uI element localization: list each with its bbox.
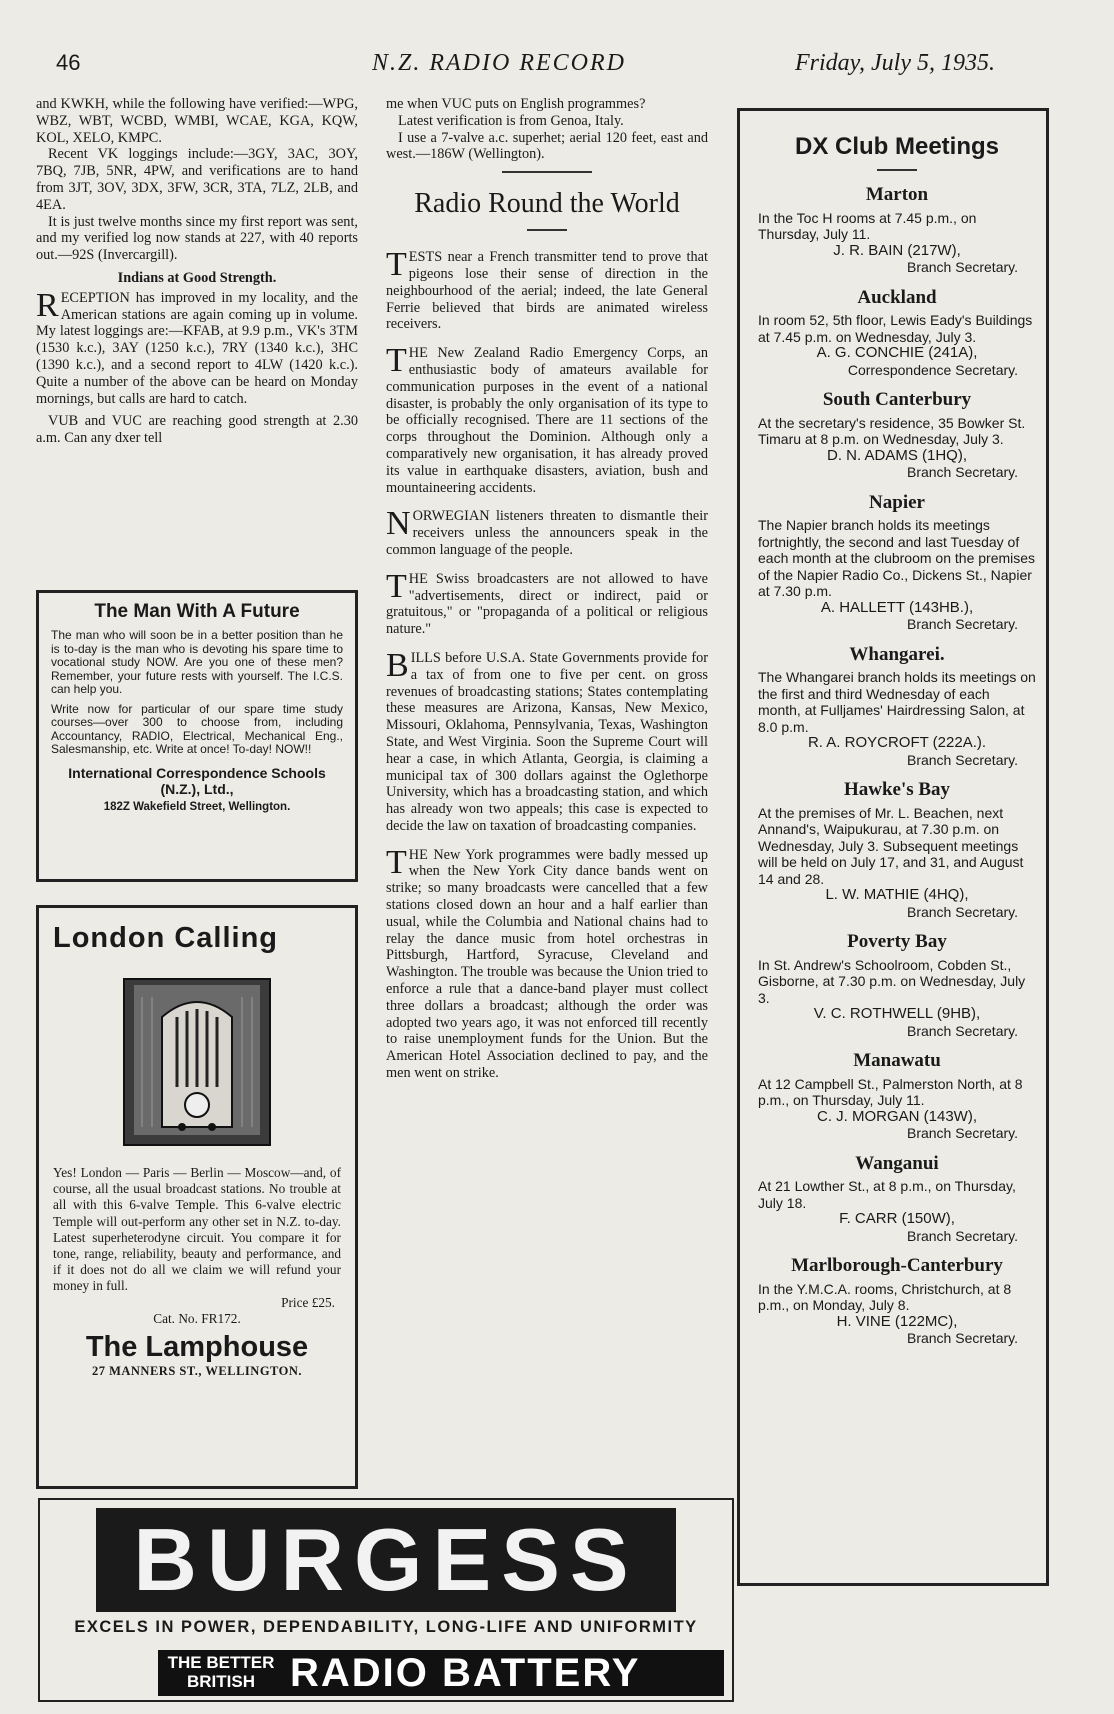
col2-paragraph: Latest verification is from Genoa, Italy.	[398, 112, 624, 129]
dx-branch-secretary: L. W. MATHIE (4HQ),	[825, 886, 969, 903]
ics-ad-body: Write now for particular of our spare time study courses—over 300 to choose from, including Accountancy, RADIO, Electrical, Mechanical Eng., Salesmanship, etc. Write at once! To-day! NOW!!	[51, 701, 343, 756]
drop-cap: T	[386, 342, 407, 380]
news-item	[386, 567, 708, 638]
dx-branch-secretary: C. J. MORGAN (143W),	[816, 1107, 977, 1125]
dx-branch	[758, 1152, 1036, 1245]
lamphouse-price: Price £25.	[281, 1294, 335, 1310]
dx-branch-name: Auckland	[857, 286, 937, 308]
dx-branch-role: Branch Secretary.	[906, 1022, 1018, 1039]
dx-branch-name: Wanganui	[855, 1152, 939, 1174]
lamphouse-ad-title: London Calling	[53, 922, 279, 954]
dx-branch-secretary: H. VINE (122MC),	[836, 1312, 958, 1330]
ics-ad-title: The Man With A Future	[94, 601, 300, 622]
section-heading: Radio Round the World	[414, 188, 680, 220]
burgess-logo	[96, 1508, 676, 1612]
column-1	[36, 96, 358, 447]
dx-branch-role: Branch Secretary.	[906, 1330, 1018, 1346]
dx-branch	[758, 184, 1036, 276]
lamphouse-address: 27 MANNERS ST., WELLINGTON.	[91, 1363, 303, 1378]
drop-cap: T	[386, 843, 407, 881]
divider	[527, 229, 567, 231]
burgess-banner-right: RADIO BATTERY	[290, 1651, 641, 1695]
news-item-text: HE New Zealand Radio Emergency Corps, an enthusiastic body of amateurs available for communication purposes in the event of a national disaster, is probably the only organisation of its type to be officially recognised. There are 11 sections of the corps throughout the Dominion. Although only a comparatively new organisation, it has already proved its value in earthquake disasters, aviation, bush and mountaineering accidents.	[386, 345, 708, 496]
dx-branch-role: Branch Secretary.	[906, 1125, 1018, 1141]
dx-branch-details: The Whangarei branch holds its meetings on the first and third Wednesday of each month, at Fulljames' Hairdressing Salon, at 8.0 p.m.	[758, 669, 1036, 735]
dx-branch-details: At 21 Lowther St., at 8 p.m., on Thursday, July 18.	[758, 1178, 1016, 1211]
radio-cabinet-illustration	[122, 977, 272, 1147]
lamphouse-advertisement	[36, 905, 358, 1489]
burgess-banner	[158, 1650, 724, 1696]
dx-branch-name: South Canterbury	[822, 389, 972, 410]
dx-branch-name: Marton	[865, 184, 929, 205]
dx-branch-name: Marlborough-Canterbury	[791, 1255, 1003, 1276]
dx-club-title: DX Club Meetings	[794, 133, 999, 160]
lamphouse-brand: The Lamphouse	[85, 1330, 309, 1363]
dx-branch-name: Hawke's Bay	[843, 779, 951, 800]
dx-branch-details: In the Y.M.C.A. rooms, Christchurch, at 8 p.m., on Monday, July 8.	[758, 1280, 1012, 1313]
dx-branch-role: Branch Secretary.	[906, 616, 1018, 632]
dx-branch-details: At the secretary's residence, 35 Bowker St. Timaru at 8 p.m. on Wednesday, July 3.	[758, 414, 1026, 447]
drop-cap: N	[386, 505, 411, 543]
dx-branch	[758, 491, 1036, 633]
col1-paragraph: Recent VK loggings include:—3GY, 3AC, 3OY, 7BQ, 7JB, 5NR, 4PW, and verifications are to hand from 3JT, 3OV, 3DX, 3FW, 3CR, 3TA, 7LZ, 2LB, and 4EA.	[36, 146, 358, 213]
col2-paragraph: I use a 7-valve a.c. superhet; aerial 120 feet, east and west.—186W (Wellington).	[386, 129, 708, 163]
dx-club-meetings-box	[737, 108, 1049, 1586]
news-item	[386, 342, 708, 496]
ics-company-name: International Correspondence Schools (N.Z.), Ltd.,	[68, 764, 326, 797]
dx-branch-secretary: R. A. ROYCROFT (222A.).	[807, 734, 987, 751]
dx-branch-list	[758, 184, 1036, 1347]
col2-paragraph: me when VUC puts on English programmes?	[386, 96, 646, 112]
burgess-banner-left: THE BETTER BRITISH	[167, 1653, 275, 1691]
news-item-text: ORWEGIAN listeners threaten to dismantle their receivers unless the announcers speak in the common language of the people.	[386, 508, 708, 558]
burgess-tagline: EXCELS IN POWER, DEPENDABILITY, LONG-LIFE AND UNIFORMITY	[74, 1618, 698, 1636]
dx-branch-role: Branch Secretary.	[906, 259, 1018, 275]
ics-ad-body: The man who will soon be in a better position than he is to-day is the man who is devoting his spare time to vocational study NOW. Are you one of these men? Remember, your future rests with yourself. The I.C.S. can help you.	[51, 628, 343, 696]
col1-subheading: Indians at Good Strength.	[117, 269, 277, 286]
news-item	[386, 646, 708, 835]
ics-address: 182Z Wakefield Street, Wellington.	[103, 800, 291, 813]
lamphouse-catalogue-number: Cat. No. FR172.	[153, 1310, 241, 1326]
divider	[877, 169, 917, 171]
publication-title: N.Z. RADIO RECORD	[372, 50, 626, 76]
issue-date: Friday, July 5, 1935.	[795, 50, 995, 76]
dx-branch-role: Branch Secretary.	[906, 1227, 1018, 1244]
divider	[502, 171, 592, 173]
dx-branch-secretary: A. G. CONCHIE (241A),	[816, 344, 978, 361]
dx-branch	[758, 931, 1036, 1039]
dx-branch-role: Branch Secretary.	[906, 903, 1018, 920]
dx-branch-name: Napier	[869, 491, 925, 513]
dx-branch-details: At 12 Campbell St., Palmerston North, at 8 p.m., on Thursday, July 11.	[758, 1075, 1023, 1108]
drop-cap: T	[386, 246, 407, 284]
dx-branch	[758, 1050, 1036, 1142]
drop-cap: T	[386, 567, 407, 605]
burgess-advertisement	[38, 1498, 734, 1702]
dx-branch	[758, 1255, 1036, 1347]
dx-branch-secretary: D. N. ADAMS (1HQ),	[826, 446, 968, 464]
dx-branch-details: The Napier branch holds its meetings fortnightly, the second and last Tuesday of each month at the clubroom on the premises of the Napier Radio Co., Dickens St., Napier at 7.30 p.m.	[758, 517, 1036, 599]
drop-cap: B	[386, 646, 409, 684]
dx-branch-secretary: V. C. ROTHWELL (9HB),	[813, 1005, 981, 1022]
news-item	[386, 505, 708, 558]
news-item	[386, 246, 708, 333]
dx-branch-secretary: J. R. BAIN (217W),	[833, 241, 961, 259]
dx-branch-name: Poverty Bay	[847, 931, 947, 952]
news-item-text: HE Swiss broadcasters are not allowed to have "advertisements, direct or indirect, paid or gratuitous," or "propaganda of a political or religious nature."	[386, 570, 708, 638]
news-item-text: ILLS before U.S.A. State Governments provide for a tax of from one to five per cent. on gross revenues of broadcasting stations; States contemplating these measures are Arizona, Kansas, New Mexico, Missouri, Oklahoma, Pennsylvania, Texas, Washington State, and West Virginia. Soon the Supreme Court will hear a case, in which Atlanta, Georgia, is claiming a municipal tax of 300 dollars against the Oglethorpe University, which has a broadcasting station, and which has already won two appeals; this case is expected to decide the law on taxation of broadcasting companies.	[386, 649, 708, 834]
dx-branch	[758, 779, 1036, 920]
news-item-text: ESTS near a French transmitter tend to prove that pigeons lose their sense of direction in the neighbourhood of the aerial; indeed, the late General Ferrie believed that birds are animated wireless receivers.	[386, 249, 708, 333]
dx-branch	[758, 286, 1036, 379]
lamphouse-ad-body: Yes! London — Paris — Berlin — Moscow—and, of course, all the usual broadcast stations. No trouble at all with this 6-valve Temple. This 6-valve electric Temple will out-perform any other set in N.Z. to-day. Latest superheterodyne circuit. You compare it for tone, range, reliability, beauty and performance, and if it does not do all we claim we will refund your money in full.	[53, 1165, 341, 1294]
burgess-brand: BURGESS	[133, 1510, 639, 1609]
dx-branch-role: Branch Secretary.	[906, 751, 1018, 768]
col1-paragraph: ECEPTION has improved in my locality, and the American stations are again coming up in volume. My latest loggings are:—KFAB, at 9.9 p.m., VK's 3TM (1530 k.c.), 3AY (1250 k.c.), 7RY (1340 k.c.), 3HC (1390 k.c.), and a second report to 4LW (1420 k.c.). Quite a number of the above can be heard on Monday mornings, but calls are hard to catch.	[36, 289, 358, 407]
dx-branch-details: In room 52, 5th floor, Lewis Eady's Buildings at 7.45 p.m. on Wednesday, July 3.	[758, 312, 1033, 345]
dx-branch-name: Manawatu	[853, 1050, 941, 1071]
col1-paragraph: and KWKH, while the following have verified:—WPG, WBZ, WBT, WCBD, WMBI, WCAE, KGA, KQW, KOL, XELO, KMPC.	[36, 96, 358, 146]
dx-branch-details: In St. Andrew's Schoolroom, Cobden St., Gisborne, at 7.30 p.m. on Wednesday, July 3.	[758, 956, 1026, 1006]
dx-branch-role: Correspondence Secretary.	[847, 361, 1018, 378]
news-item-text: HE New York programmes were badly messed up when the New York City dance bands went on strike; so many broadcasts were cancelled that a few stations closed down an hour and a half earlier than usual, while the Columbia and National chains had to relay the dance music from hotel orchestras in Pittsburgh, Hartford, Syracuse, Cleveland and Washington. The trouble was because the Union tried to enforce a rule that a dance-band player must collect three dollars a broadcast; although the order was adopted two years ago, it was not enforced till recently to raise unemployment funds for the Union. But the American Hotel Association declined to pay, and the men went on strike.	[386, 846, 708, 1082]
col1-paragraph: It is just twelve months since my first report was sent, and my verified log now stands at 227, with 40 reports out.—92S (Invercargill).	[36, 213, 358, 264]
dx-branch-details: At the premises of Mr. L. Beachen, next Annand's, Waipukurau, at 7.30 p.m. on Wednesday, July 3. Subsequent meetings will be held on July 17, and 31, and August 14 and 28.	[758, 804, 1024, 887]
dx-branch	[758, 389, 1036, 481]
dx-branch-secretary: A. HALLETT (143HB.),	[820, 598, 974, 616]
news-items	[386, 246, 708, 1082]
dx-branch-role: Branch Secretary.	[906, 464, 1018, 480]
page-number: 46	[56, 50, 81, 75]
dx-branch-secretary: F. CARR (150W),	[839, 1210, 955, 1227]
col1-paragraph: VUB and VUC are reaching good strength at 2.30 a.m. Can any dxer tell	[36, 413, 358, 447]
column-2	[386, 96, 708, 1094]
ics-advertisement	[36, 590, 358, 882]
drop-cap: R	[36, 286, 59, 324]
dx-branch	[758, 643, 1036, 769]
dx-branch-details: In the Toc H rooms at 7.45 p.m., on Thursday, July 11.	[758, 209, 977, 242]
dx-branch-name: Whangarei.	[849, 643, 945, 665]
news-item	[386, 843, 708, 1082]
